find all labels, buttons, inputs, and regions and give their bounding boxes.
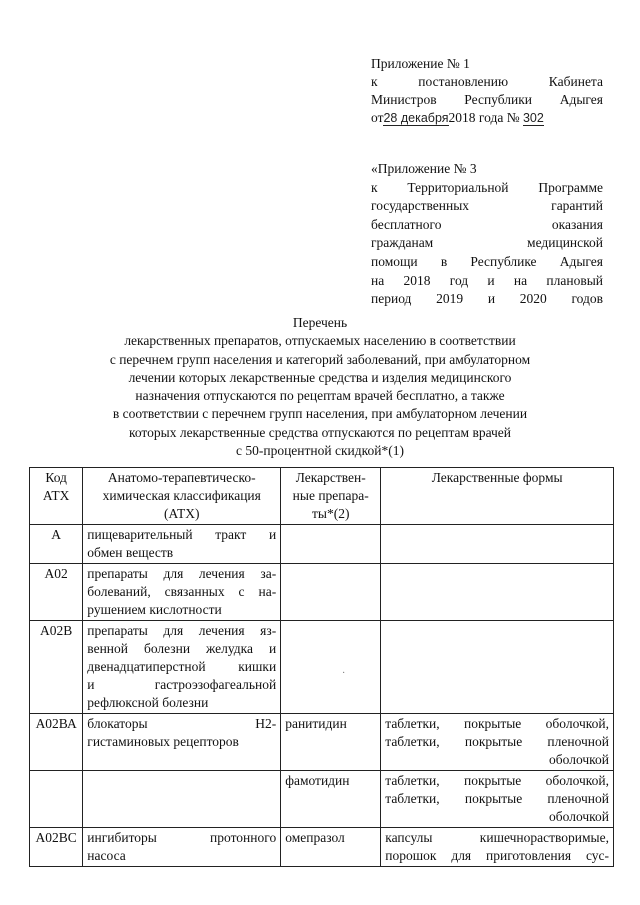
header-drugs-line: ты*(2): [311, 506, 350, 521]
header-forms: [381, 468, 614, 525]
appendix-3-line: «Приложение № 3: [371, 161, 477, 176]
cell-atc-line: ингибиторы протонного: [87, 830, 277, 845]
cell-atc-line: блокаторы Н2-: [87, 716, 277, 731]
date-year: 2018 года №: [448, 110, 520, 125]
cell-atc-line: рефлюксной болезни: [87, 695, 209, 710]
cell-atc-line: пищеварительный тракт и: [87, 527, 277, 542]
header-code: [30, 468, 83, 525]
cell-atc: [83, 714, 281, 771]
cell-forms: [381, 564, 614, 621]
header-atc-line: химическая классификация: [102, 488, 261, 503]
table-header-row: [30, 468, 614, 525]
cell-atc: [83, 525, 281, 564]
appendix-1-line3: Министров Республики Адыгея: [371, 92, 603, 107]
cell-atc-line: гистаминовых рецепторов: [87, 734, 239, 749]
cell-drug: ранитидин: [281, 714, 381, 771]
cell-atc: [83, 564, 281, 621]
drug-list-table: [29, 467, 614, 867]
cell-atc-line: рушением кислотности: [87, 602, 222, 617]
appendix-1-block: [371, 55, 603, 127]
cell-forms-line: таблетки, покрытые пленочной: [385, 791, 609, 806]
cell-forms-line: таблетки, покрытые оболочкой,: [385, 773, 609, 788]
cell-code: А02ВС: [30, 828, 83, 867]
heading-line: назначения отпускаются по рецептам врачей бесплатно, а также: [135, 388, 505, 404]
cell-code: А02В: [30, 621, 83, 714]
appendix-1-date-line: [371, 109, 603, 127]
table-row: [30, 621, 614, 714]
header-code-text: Код АТХ: [42, 470, 70, 503]
cell-drug: фамотидин: [281, 771, 381, 828]
cell-atc-line: и гастроэзофагеальной: [87, 677, 277, 692]
table-row: [30, 714, 614, 771]
heading-line: с 50-процентной скидкой*(1): [236, 443, 404, 459]
cell-forms-line: капсулы кишечнорастворимые,: [385, 830, 609, 845]
cell-atc-line: препараты для лечения за-: [87, 566, 277, 581]
header-drugs-line: ные препара-: [292, 488, 369, 503]
table-row: [30, 771, 614, 828]
scan-speck: ·: [342, 668, 346, 679]
handwritten-number: 302: [522, 111, 544, 125]
cell-forms: [381, 714, 614, 771]
header-drugs-line: Лекарствен-: [295, 470, 366, 485]
appendix-3-line: гражданам медицинской: [371, 235, 603, 251]
header-atc-line: Анатомо-терапевтическо-: [107, 470, 256, 485]
cell-forms: [381, 621, 614, 714]
cell-atc-line: обмен веществ: [87, 545, 174, 560]
cell-atc-line: венной болезни желудка и: [87, 641, 277, 656]
header-forms-text: Лекарственные формы: [431, 470, 563, 485]
heading-line: которых лекарственные средства отпускаются по рецептам врачей: [128, 424, 512, 440]
cell-atc: [83, 621, 281, 714]
header-atc-line: (АТХ): [163, 506, 200, 521]
heading-line: с перечнем групп населения и категорий заболеваний, при амбулаторном: [109, 351, 531, 367]
cell-atc-line: препараты для лечения яз-: [87, 623, 277, 638]
cell-code: [30, 771, 83, 828]
heading-title: Перечень: [292, 315, 348, 330]
cell-forms: [381, 771, 614, 828]
table-row: [30, 828, 614, 867]
table-row: [30, 525, 614, 564]
heading-line: в соответствии с перечнем групп населения, при амбулаторном лечении: [112, 406, 528, 422]
cell-forms-line: порошок для приготовления сус-: [385, 848, 609, 863]
cell-drug: омепразол: [281, 828, 381, 867]
table-row: [30, 564, 614, 621]
appendix-3-line: период 2019 и 2020 годов: [371, 291, 603, 307]
cell-forms: [381, 525, 614, 564]
date-prefix: от: [371, 110, 384, 125]
cell-atc-line: болеваний, связанных с на-: [87, 584, 277, 599]
cell-forms: [381, 828, 614, 867]
cell-forms-line: оболочкой: [549, 752, 609, 767]
appendix-3-line: на 2018 год и на плановый: [371, 272, 603, 288]
heading-line: лечении которых лекарственные средства и изделия медицинского: [128, 369, 512, 385]
appendix-1-line2: к постановлению Кабинета: [371, 74, 603, 89]
cell-atc-line: двенадцатиперстной кишки: [87, 659, 277, 674]
appendix-3-line: помощи в Республике Адыгея: [371, 253, 603, 269]
document-heading: [60, 314, 580, 460]
appendix-3-line: бесплатного оказания: [371, 216, 603, 232]
cell-code: А02ВА: [30, 714, 83, 771]
cell-atc: [83, 771, 281, 828]
cell-drug: [281, 564, 381, 621]
appendix-3-line: к Территориальной Программе: [371, 179, 603, 195]
cell-code: А02: [30, 564, 83, 621]
cell-forms-line: таблетки, покрытые пленочной: [385, 734, 609, 749]
cell-drug: [281, 525, 381, 564]
cell-drug: [281, 621, 381, 714]
appendix-1-title: Приложение № 1: [371, 56, 470, 71]
heading-line: лекарственных препаратов, отпускаемых населению в соответствии: [124, 333, 516, 349]
cell-atc: [83, 828, 281, 867]
cell-forms-line: оболочкой: [549, 809, 609, 824]
header-atc: [83, 468, 281, 525]
appendix-3-line: государственных гарантий: [371, 198, 603, 214]
handwritten-date: 28 декабря: [383, 111, 449, 125]
appendix-3-block: [371, 160, 603, 309]
header-drugs: [281, 468, 381, 525]
cell-code: А: [30, 525, 83, 564]
cell-forms-line: таблетки, покрытые оболочкой,: [385, 716, 609, 731]
cell-atc-line: насоса: [87, 848, 126, 863]
